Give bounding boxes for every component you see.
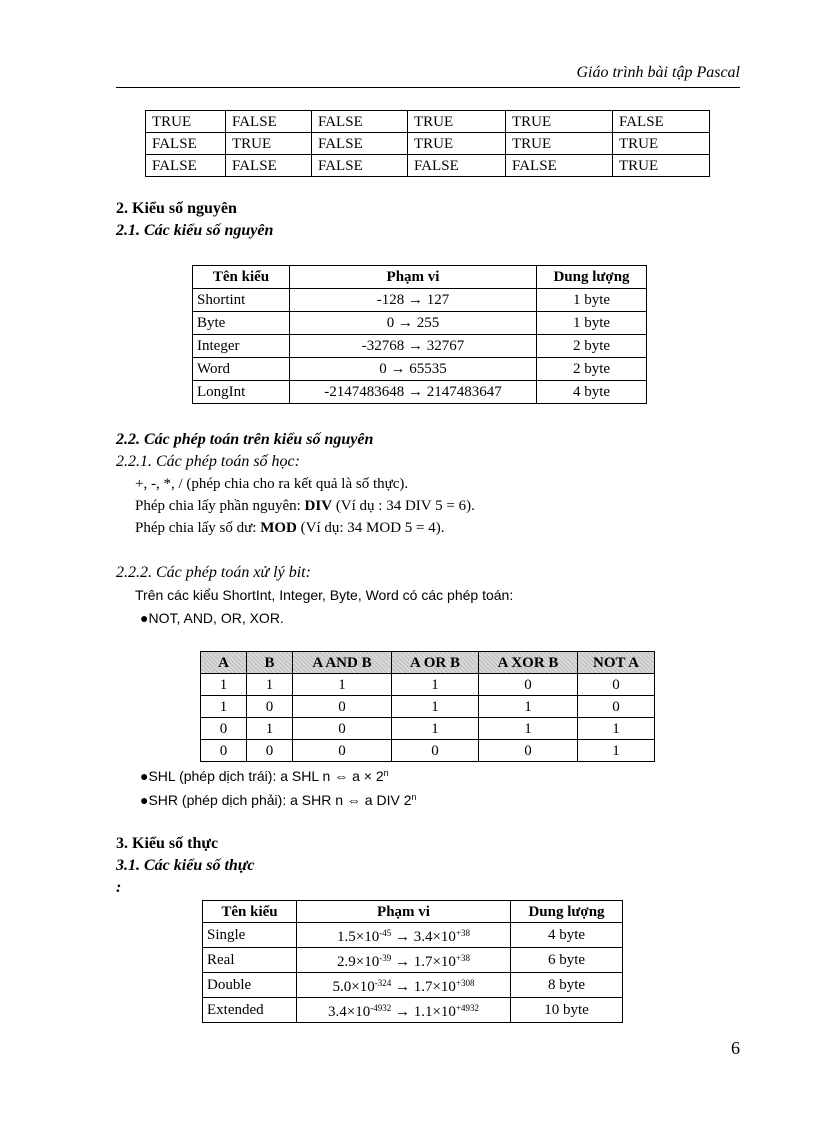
table-cell: 2 byte — [537, 358, 647, 381]
column-header: Phạm vi — [297, 901, 511, 923]
range-cell — [297, 973, 511, 998]
table-header-row — [193, 266, 647, 289]
table-row — [146, 155, 710, 177]
column-header: B — [247, 652, 293, 674]
table-cell: Double — [203, 973, 297, 998]
range-exponent: +4932 — [455, 1003, 479, 1013]
table-cell: 0 — [293, 696, 392, 718]
range-cell — [297, 998, 511, 1023]
table-cell: 0 → 255 — [290, 312, 537, 335]
running-header-title: Giáo trình bài tập Pascal — [576, 64, 740, 81]
range-exponent: -45 — [379, 928, 392, 938]
table-cell: 10 byte — [511, 998, 623, 1023]
column-header: NOT A — [578, 652, 655, 674]
mod-line — [135, 520, 445, 537]
shl-text: SHL (phép dịch trái): a SHL n ⇔ a × 2 — [148, 768, 384, 784]
table-cell: 0 — [247, 740, 293, 762]
shl-exponent: n — [383, 768, 389, 778]
table-cell: 1 — [201, 674, 247, 696]
integer-types-table — [192, 265, 647, 404]
table-row — [201, 696, 655, 718]
range-exponent: +38 — [455, 928, 470, 938]
subsection-heading-2-2-2: 2.2.2. Các phép toán xử lý bit: — [116, 564, 311, 581]
table-row — [193, 289, 647, 312]
table-row — [146, 133, 710, 155]
range-mantissa: 1.5×10 — [336, 929, 380, 945]
subsection-heading-3-1: 3.1. Các kiểu số thực — [116, 857, 255, 874]
table-cell: TRUE — [408, 133, 506, 155]
table-cell: TRUE — [613, 133, 710, 155]
table-cell: 1 — [293, 674, 392, 696]
table-cell: 1 byte — [537, 312, 647, 335]
table-cell: TRUE — [226, 133, 312, 155]
range-exponent: +308 — [455, 978, 475, 988]
bullet-item — [140, 792, 417, 808]
table-cell: TRUE — [613, 155, 710, 177]
table-cell: TRUE — [146, 111, 226, 133]
column-header: A — [201, 652, 247, 674]
table-cell: 4 byte — [537, 381, 647, 404]
column-header: Tên kiểu — [193, 266, 290, 289]
table-cell: Extended — [203, 998, 297, 1023]
table-cell: FALSE — [312, 111, 408, 133]
table-cell: 0 — [201, 740, 247, 762]
table-cell: LongInt — [193, 381, 290, 404]
table-row — [193, 381, 647, 404]
table-row — [203, 973, 623, 998]
header-rule — [116, 87, 740, 88]
range-mantissa: → 1.1×10 — [391, 1004, 456, 1020]
table-cell: FALSE — [226, 111, 312, 133]
real-types-table — [202, 900, 623, 1023]
range-exponent: -4932 — [370, 1003, 392, 1013]
shr-text: SHR (phép dịch phải): a SHR n ⇔ a DIV 2 — [148, 792, 412, 808]
range-mantissa: → 3.4×10 — [391, 929, 456, 945]
table-cell: 1 — [392, 674, 479, 696]
table-row — [146, 111, 710, 133]
table-cell: FALSE — [226, 155, 312, 177]
bit-ops-intro: Trên các kiểu ShortInt, Integer, Byte, Word có các phép toán: — [135, 587, 514, 603]
table-cell: FALSE — [408, 155, 506, 177]
bool-table — [145, 110, 710, 177]
table-cell: 0 → 65535 — [290, 358, 537, 381]
div-keyword: DIV — [304, 498, 333, 514]
bullet-item — [140, 610, 284, 626]
table-row — [203, 998, 623, 1023]
table-cell: Integer — [193, 335, 290, 358]
column-header: Phạm vi — [290, 266, 537, 289]
table-cell: Shortint — [193, 289, 290, 312]
table-row — [201, 674, 655, 696]
table-cell: TRUE — [506, 111, 613, 133]
section-heading-3: 3. Kiểu số thực — [116, 835, 219, 852]
bit-ops-table — [200, 651, 655, 762]
table-cell: 1 — [247, 718, 293, 740]
column-header: Tên kiểu — [203, 901, 297, 923]
mod-text: Phép chia lấy số dư: — [135, 520, 261, 536]
table-cell: 1 byte — [537, 289, 647, 312]
table-cell: 1 — [247, 674, 293, 696]
page-number: 6 — [731, 1038, 740, 1058]
table-cell: 2 byte — [537, 335, 647, 358]
table-cell: 1 — [479, 718, 578, 740]
table-cell: Byte — [193, 312, 290, 335]
table-row — [193, 358, 647, 381]
range-exponent: -39 — [379, 953, 392, 963]
bullet-icon: ● — [140, 768, 149, 784]
table-cell: 1 — [578, 718, 655, 740]
table-cell: FALSE — [312, 133, 408, 155]
div-line — [135, 498, 475, 515]
arith-ops-line: +, -, *, / (phép chia cho ra kết quả là số thực). — [135, 476, 409, 492]
table-cell: 1 — [578, 740, 655, 762]
table-cell: 0 — [247, 696, 293, 718]
range-cell — [297, 948, 511, 973]
subsection-heading-2-2: 2.2. Các phép toán trên kiểu số nguyên — [116, 431, 374, 448]
table-row — [203, 923, 623, 948]
bullet-item — [140, 768, 389, 784]
div-example: (Ví dụ : 34 DIV 5 = 6). — [332, 498, 475, 514]
bullet-text: NOT, AND, OR, XOR. — [148, 610, 284, 626]
range-exponent: -324 — [374, 978, 392, 988]
table-cell: 0 — [479, 674, 578, 696]
column-header: A AND B — [293, 652, 392, 674]
table-cell: -32768 → 32767 — [290, 335, 537, 358]
table-cell: TRUE — [408, 111, 506, 133]
range-exponent: +38 — [455, 953, 470, 963]
table-cell: FALSE — [506, 155, 613, 177]
table-cell: 0 — [293, 718, 392, 740]
section-heading-2: 2. Kiểu số nguyên — [116, 200, 237, 217]
table-cell: 0 — [578, 696, 655, 718]
table-row — [203, 948, 623, 973]
column-header: Dung lượng — [511, 901, 623, 923]
mod-example: (Ví dụ: 34 MOD 5 = 4). — [296, 520, 445, 536]
table-cell: Word — [193, 358, 290, 381]
table-cell: 1 — [392, 696, 479, 718]
range-mantissa: 5.0×10 — [332, 979, 375, 995]
table-cell: TRUE — [506, 133, 613, 155]
table-cell: 1 — [201, 696, 247, 718]
subsection-heading-2-2-1: 2.2.1. Các phép toán số học: — [116, 453, 300, 470]
range-mantissa: 2.9×10 — [336, 954, 380, 970]
column-header: A XOR B — [479, 652, 578, 674]
table-header-row — [203, 901, 623, 923]
table-row — [201, 718, 655, 740]
table-cell: 0 — [578, 674, 655, 696]
table-cell: FALSE — [146, 133, 226, 155]
table-cell: 4 byte — [511, 923, 623, 948]
table-header-row — [201, 652, 655, 674]
table-cell: 8 byte — [511, 973, 623, 998]
table-cell: 6 byte — [511, 948, 623, 973]
table-cell: 0 — [293, 740, 392, 762]
div-text: Phép chia lấy phần nguyên: — [135, 498, 305, 514]
table-cell: -2147483648 → 2147483647 — [290, 381, 537, 404]
table-cell: 0 — [392, 740, 479, 762]
table-cell: -128 → 127 — [290, 289, 537, 312]
range-mantissa: → 1.7×10 — [391, 979, 456, 995]
subsection-heading-2-1: 2.1. Các kiểu số nguyên — [116, 222, 274, 239]
table-cell: 0 — [201, 718, 247, 740]
table-cell: 1 — [479, 696, 578, 718]
table-cell: FALSE — [312, 155, 408, 177]
column-header: Dung lượng — [537, 266, 647, 289]
table-cell: 1 — [392, 718, 479, 740]
table-row — [201, 740, 655, 762]
stray-colon: : — [116, 879, 122, 896]
range-mantissa: 3.4×10 — [327, 1004, 371, 1020]
mod-keyword: MOD — [260, 520, 297, 536]
table-row — [193, 312, 647, 335]
table-cell: FALSE — [613, 111, 710, 133]
range-cell — [297, 923, 511, 948]
range-mantissa: → 1.7×10 — [391, 954, 456, 970]
table-cell: Single — [203, 923, 297, 948]
table-cell: 0 — [479, 740, 578, 762]
column-header: A OR B — [392, 652, 479, 674]
bullet-icon: ● — [140, 610, 149, 626]
bullet-icon: ● — [140, 792, 149, 808]
table-row — [193, 335, 647, 358]
shr-exponent: n — [411, 792, 417, 802]
table-cell: Real — [203, 948, 297, 973]
table-cell: FALSE — [146, 155, 226, 177]
